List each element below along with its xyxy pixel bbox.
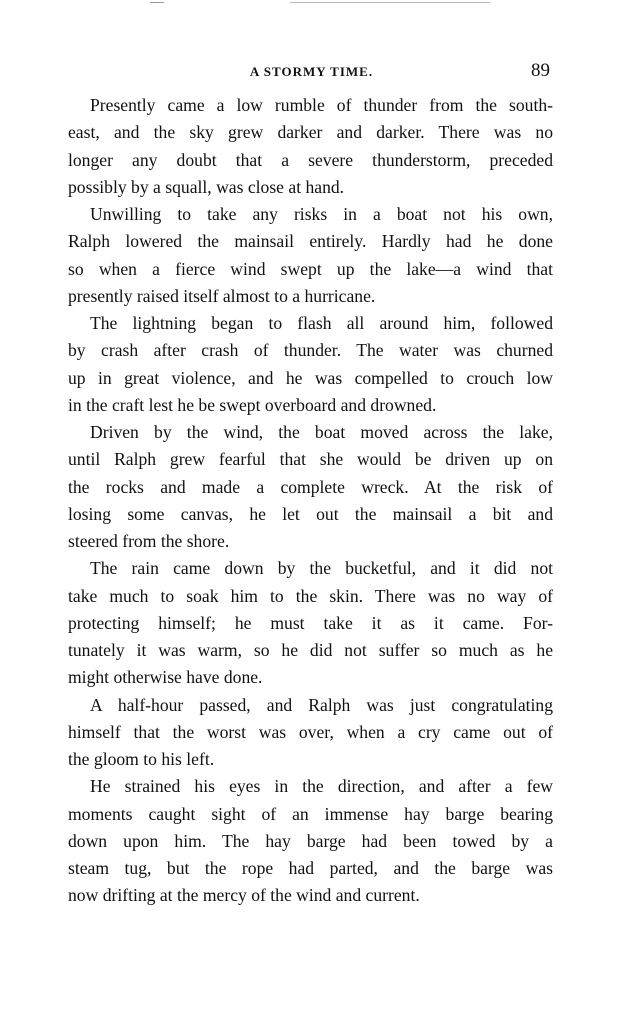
text-line: possibly by a squall, was close at hand.: [68, 176, 345, 197]
text-line: protecting himself; he must take it as it came. For-: [68, 612, 553, 633]
text-line: presently raised itself almost to a hurricane.: [68, 285, 376, 306]
text-line: the gloom to his left.: [68, 749, 215, 769]
text-line: take much to soak him to the skin. There was no way of: [68, 585, 553, 606]
text-line: The lightning began to flash all around him, followed: [90, 313, 553, 333]
scan-artifact: [290, 2, 490, 3]
text-line: himself that the worst was over, when a cry came out of: [68, 721, 553, 742]
text-line: Driven by the wind, the boat moved across the lake,: [90, 422, 553, 442]
text-line: Ralph lowered the mainsail entirely. Hardly had he done: [68, 231, 553, 252]
scan-artifact: [150, 2, 164, 3]
text-line: now drifting at the mercy of the wind and current.: [68, 885, 420, 906]
text-line: He strained his eyes in the direction, and after a few: [90, 776, 553, 797]
text-line: Presently came a low rumble of thunder from the south-: [90, 95, 553, 115]
text-line: steered from the shore.: [68, 531, 230, 551]
page-number: 89: [531, 60, 550, 81]
text-line: The rain came down by the bucketful, and it did not: [90, 558, 553, 579]
text-line: until Ralph grew fearful that she would be driven up on: [68, 449, 553, 470]
text-line: the rocks and made a complete wreck. At the risk of: [68, 476, 553, 497]
text-line: in the craft lest he be swept overboard and drowned.: [68, 394, 437, 415]
text-line: losing some canvas, he let out the mainsail a bit and: [68, 503, 553, 524]
running-head: A STORMY TIME.: [249, 64, 374, 79]
text-line: steam tug, but the rope had parted, and the barge was: [68, 858, 553, 878]
text-line: so when a fierce wind swept up the lake—a wind that: [68, 258, 553, 279]
text-line: A half-hour passed, and Ralph was just congratulating: [90, 694, 553, 715]
text-line: by crash after crash of thunder. The water was churned: [68, 340, 553, 361]
text-line: Unwilling to take any risks in a boat not his own,: [90, 204, 553, 224]
text-line: down upon him. The hay barge had been towed by a: [68, 830, 553, 851]
text-line: might otherwise have done.: [68, 667, 263, 688]
text-line: up in great violence, and he was compelled to crouch low: [68, 367, 553, 388]
text-line: moments caught sight of an immense hay barge bearing: [68, 803, 553, 824]
text-line: east, and the sky grew darker and darker. There was no: [68, 122, 553, 143]
text-line: longer any doubt that a severe thunderstorm, preceded: [68, 149, 553, 170]
text-line: tunately it was warm, so he did not suffer so much as he: [68, 640, 553, 660]
